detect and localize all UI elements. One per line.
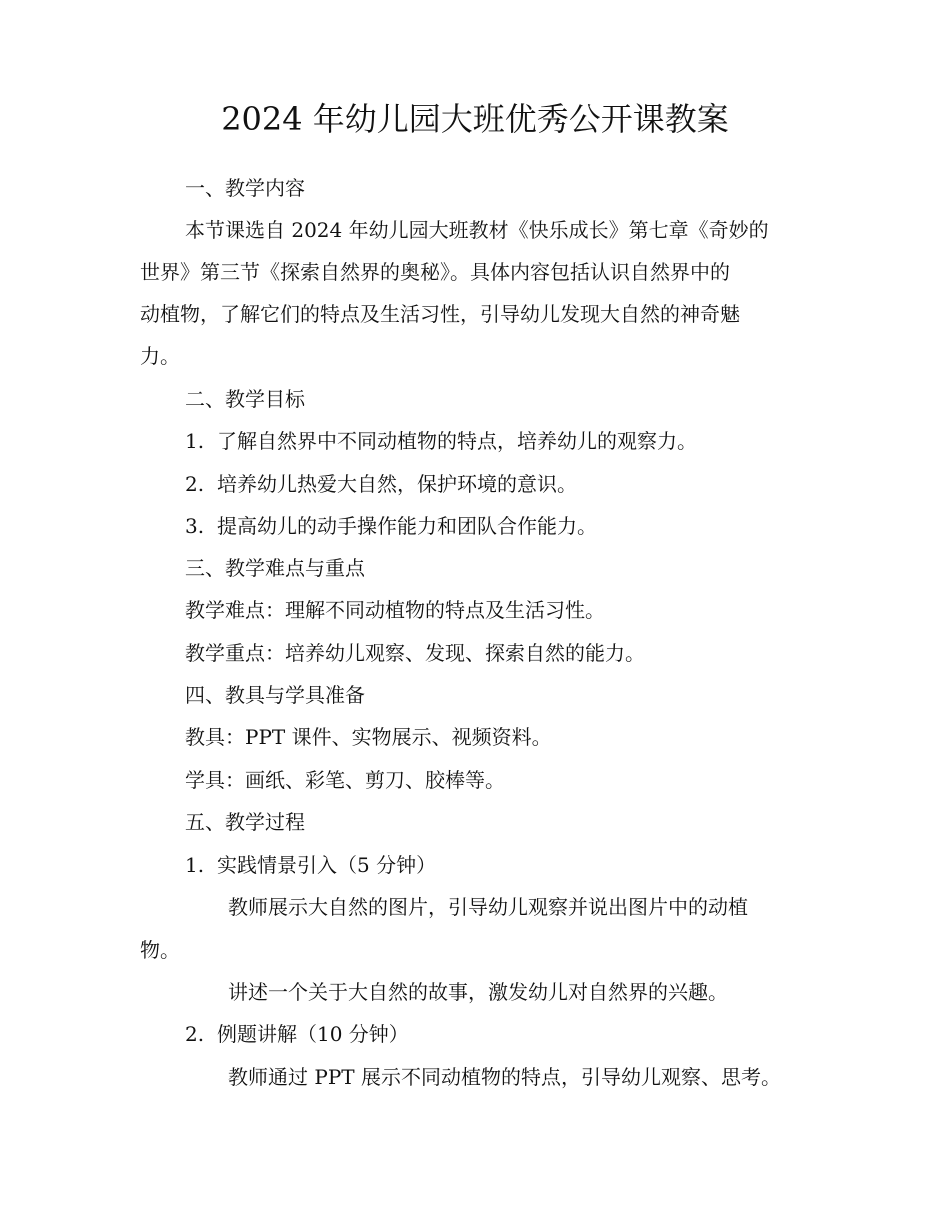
list-number: 1. xyxy=(185,853,205,877)
paragraph-line: 教师通过 PPT 展示不同动植物的特点，引导幼儿观察、思考。 xyxy=(228,1065,781,1089)
section-heading-materials: 四、教具与学具准备 xyxy=(185,683,365,707)
list-item xyxy=(185,850,436,880)
list-item-text: 培养幼儿热爱大自然，保护环境的意识。 xyxy=(217,472,577,496)
section-heading-goals: 二、教学目标 xyxy=(185,387,305,411)
list-item-text: 提高幼儿的动手操作能力和团队合作能力。 xyxy=(217,514,597,538)
paragraph-line: 物。 xyxy=(140,938,180,962)
list-item xyxy=(185,511,597,541)
list-item-text: 了解自然界中不同动植物的特点，培养幼儿的观察力。 xyxy=(217,429,697,453)
list-item xyxy=(185,469,577,499)
paragraph-line: 教学重点：培养幼儿观察、发现、探索自然的能力。 xyxy=(185,641,645,665)
section-heading-content: 一、教学内容 xyxy=(185,176,305,200)
paragraph-line: 动植物，了解它们的特点及生活习性，引导幼儿发现大自然的神奇魅 xyxy=(140,302,740,326)
section-heading-process: 五、教学过程 xyxy=(185,810,305,834)
paragraph-line: 讲述一个关于大自然的故事，激发幼儿对自然界的兴趣。 xyxy=(228,980,728,1004)
document-title: 2024 年幼儿园大班优秀公开课教案 xyxy=(221,100,729,138)
paragraph-line: 教师展示大自然的图片，引导幼儿观察并说出图片中的动植 xyxy=(228,895,748,919)
list-number: 3. xyxy=(185,514,205,538)
paragraph-line: 力。 xyxy=(140,344,180,368)
list-item-text: 实践情景引入（5 分钟） xyxy=(217,853,437,877)
paragraph-line: 本节课选自 2024 年幼儿园大班教材《快乐成长》第七章《奇妙的 xyxy=(185,218,769,242)
list-item xyxy=(185,426,697,456)
paragraph-line: 教具：PPT 课件、实物展示、视频资料。 xyxy=(185,725,552,749)
list-item-text: 例题讲解（10 分钟） xyxy=(217,1022,409,1046)
list-number: 2. xyxy=(185,1022,205,1046)
list-item xyxy=(185,1019,409,1049)
list-number: 1. xyxy=(185,429,205,453)
paragraph-line: 教学难点：理解不同动植物的特点及生活习性。 xyxy=(185,598,605,622)
section-heading-difficulty: 三、教学难点与重点 xyxy=(185,556,365,580)
paragraph-line: 学具：画纸、彩笔、剪刀、胶棒等。 xyxy=(185,768,505,792)
paragraph-line: 世界》第三节《探索自然界的奥秘》。具体内容包括认识自然界中的 xyxy=(140,260,730,284)
list-number: 2. xyxy=(185,472,205,496)
